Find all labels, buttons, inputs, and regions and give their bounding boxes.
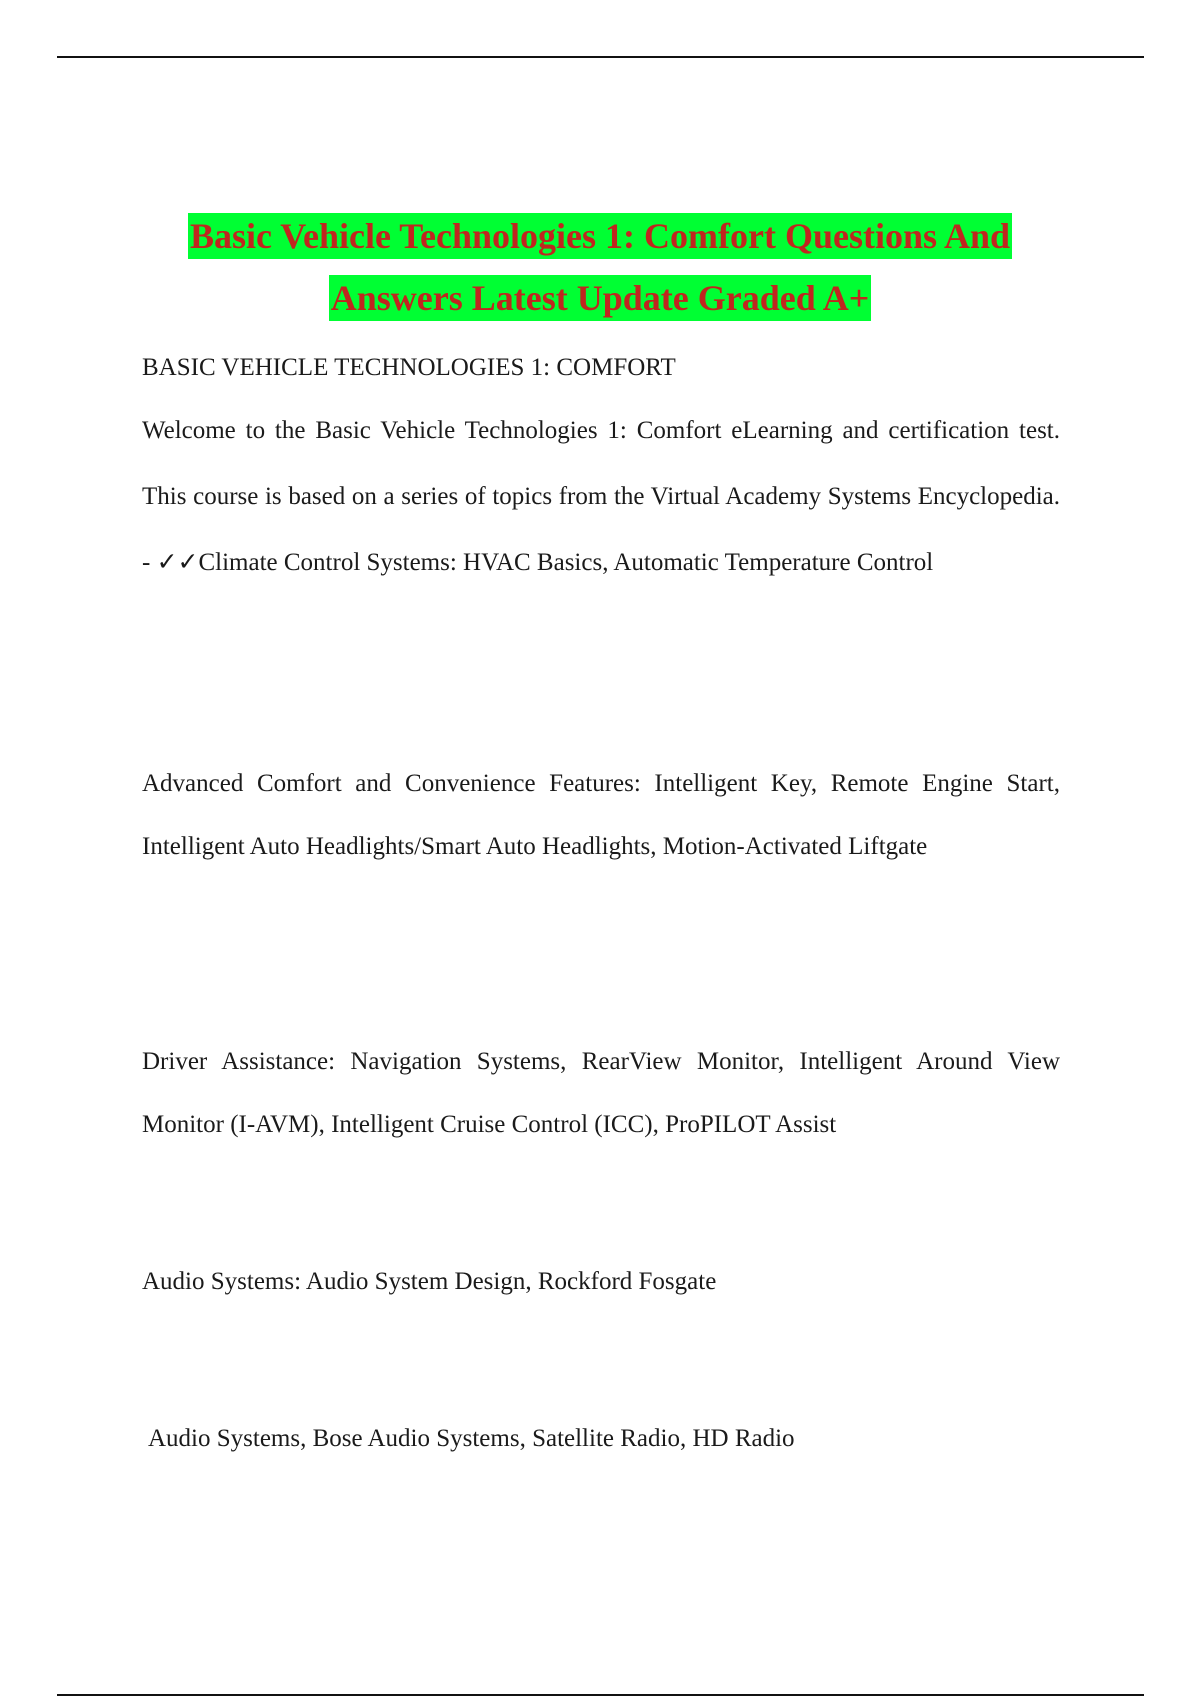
intro-paragraph: Welcome to the Basic Vehicle Technologies 1: Comfort eLearning and certification test. This course is based on a series of topics from the Virtual Academy Systems Encyclopedia. - ✓✓Climate Control Systems: HVAC Basics, Automatic Temperature Control xyxy=(142,417,1060,576)
driver-assistance-paragraph: Driver Assistance: Navigation Systems, RearView Monitor, Intelligent Around View Monitor (I-AVM), Intelligent Cruise Control (ICC), ProPILOT Assist xyxy=(142,1048,1060,1138)
audio-systems-radio-paragraph: Audio Systems, Bose Audio Systems, Satellite Radio, HD Radio xyxy=(148,1425,795,1452)
bottom-rule xyxy=(57,1694,1144,1696)
comfort-features-paragraph: Advanced Comfort and Convenience Features: Intelligent Key, Remote Engine Start, Intelligent Auto Headlights/Smart Auto Headlights, Motion-Activated Liftgate xyxy=(142,770,1060,860)
section-heading: BASIC VEHICLE TECHNOLOGIES 1: COMFORT xyxy=(142,354,676,381)
audio-systems-paragraph: Audio Systems: Audio System Design, Rockford Fosgate xyxy=(142,1268,717,1295)
top-rule xyxy=(57,56,1144,58)
title-line-2: Answers Latest Update Graded A+ xyxy=(329,275,872,321)
document-title xyxy=(100,205,1100,329)
title-line-1: Basic Vehicle Technologies 1: Comfort Questions And xyxy=(188,213,1012,259)
